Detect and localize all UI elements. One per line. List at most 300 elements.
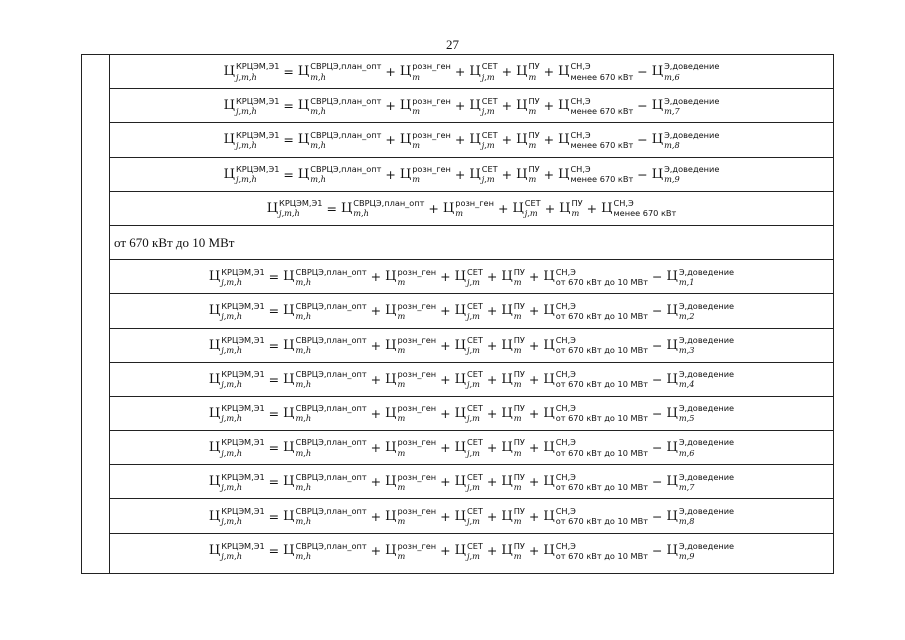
price-symbol bbox=[543, 336, 648, 354]
symbol-base: Ц bbox=[651, 132, 664, 148]
symbol-base: Ц bbox=[283, 543, 295, 559]
operator: + bbox=[428, 200, 439, 216]
symbol-base: Ц bbox=[208, 440, 221, 456]
symbol-base: Ц bbox=[454, 474, 466, 490]
formula bbox=[209, 336, 734, 354]
symbol-base: Ц bbox=[208, 508, 221, 524]
price-symbol bbox=[283, 336, 366, 354]
symbol-scripts bbox=[412, 62, 451, 80]
operator: + bbox=[370, 405, 382, 421]
symbol-subscript: j,m,h bbox=[221, 550, 243, 561]
symbol-subscript: j,m bbox=[481, 105, 495, 116]
symbol-superscript: СЕТ bbox=[481, 61, 498, 72]
symbol-scripts bbox=[295, 507, 366, 525]
formula bbox=[209, 302, 734, 320]
operator: = bbox=[268, 337, 280, 353]
symbol-superscript: КРЦЭМ,Э1 bbox=[235, 163, 280, 174]
symbol-scripts bbox=[679, 268, 734, 286]
operator: + bbox=[486, 337, 498, 353]
operator: − bbox=[652, 337, 663, 353]
symbol-subscript: m,h bbox=[295, 550, 312, 561]
symbol-scripts bbox=[467, 404, 483, 422]
operator: = bbox=[283, 98, 294, 114]
symbol-superscript: СВРЦЭ,план_опт bbox=[295, 266, 367, 277]
symbol-superscript: КРЦЭМ,Э1 bbox=[221, 334, 265, 345]
symbol-scripts bbox=[482, 97, 498, 115]
symbol-superscript: СН,Э bbox=[555, 300, 576, 311]
symbol-subscript: m,h bbox=[295, 516, 312, 527]
operator: + bbox=[370, 543, 382, 559]
symbol-base: Ц bbox=[543, 303, 555, 319]
symbol-subscript: m,7 bbox=[678, 481, 695, 492]
symbol-subscript: m,9 bbox=[678, 550, 695, 561]
symbol-base: Ц bbox=[543, 269, 555, 285]
symbol-subscript: m bbox=[528, 71, 537, 82]
symbol-subscript: j,m,h bbox=[221, 447, 243, 458]
symbol-subscript: j,m,h bbox=[221, 276, 243, 287]
symbol-scripts bbox=[528, 62, 539, 80]
price-symbol bbox=[601, 199, 676, 217]
left-margin-column bbox=[82, 55, 110, 573]
price-symbol bbox=[558, 131, 633, 149]
operator: − bbox=[652, 371, 663, 387]
operator: + bbox=[543, 166, 555, 182]
operator: + bbox=[528, 337, 540, 353]
price-symbol bbox=[341, 199, 424, 217]
symbol-superscript: СЕТ bbox=[466, 437, 483, 448]
symbol-base: Ц bbox=[512, 200, 524, 216]
symbol-superscript: СН,Э bbox=[570, 61, 591, 72]
symbol-superscript: ПУ bbox=[513, 505, 525, 516]
symbol-subscript: j,m,h bbox=[221, 310, 243, 321]
operator: + bbox=[440, 440, 451, 456]
symbol-superscript: КРЦЭМ,Э1 bbox=[221, 369, 265, 380]
symbol-superscript: Э,доведение bbox=[678, 403, 735, 414]
symbol-superscript: СН,Э bbox=[555, 437, 576, 448]
symbol-superscript: СН,Э bbox=[613, 198, 634, 209]
symbol-base: Ц bbox=[223, 132, 235, 148]
operator: = bbox=[283, 132, 294, 148]
price-symbol bbox=[385, 438, 436, 456]
operator: − bbox=[652, 269, 663, 285]
symbol-subscript: m bbox=[397, 481, 406, 492]
price-symbol bbox=[666, 438, 734, 456]
operator: − bbox=[652, 508, 663, 524]
formula bbox=[224, 131, 720, 149]
symbol-scripts bbox=[467, 473, 483, 491]
symbol-superscript: Э,доведение bbox=[678, 334, 735, 345]
symbol-base: Ц bbox=[283, 303, 295, 319]
symbol-superscript: СВРЦЭ,план_опт bbox=[295, 437, 367, 448]
symbol-subscript: m,7 bbox=[664, 105, 680, 116]
symbol-scripts bbox=[482, 62, 498, 80]
symbol-superscript: Э,доведение bbox=[678, 369, 735, 380]
symbol-base: Ц bbox=[558, 64, 570, 80]
symbol-scripts bbox=[467, 336, 483, 354]
symbol-scripts bbox=[412, 131, 451, 149]
formula-row bbox=[110, 123, 833, 157]
symbol-scripts bbox=[514, 404, 525, 422]
operator: + bbox=[440, 508, 451, 524]
symbol-scripts bbox=[679, 507, 734, 525]
symbol-scripts bbox=[514, 268, 525, 286]
price-symbol bbox=[469, 62, 497, 80]
symbol-superscript: СЕТ bbox=[466, 540, 483, 551]
price-symbol bbox=[385, 542, 436, 560]
symbol-base: Ц bbox=[543, 371, 555, 387]
symbol-scripts bbox=[221, 268, 264, 286]
operator: + bbox=[486, 508, 498, 524]
formula bbox=[209, 404, 734, 422]
price-symbol bbox=[224, 165, 280, 183]
symbol-superscript: ПУ bbox=[513, 403, 525, 414]
symbol-subscript: j,m bbox=[481, 139, 495, 150]
symbol-scripts bbox=[467, 507, 483, 525]
page-number: 27 bbox=[446, 37, 459, 52]
price-symbol bbox=[209, 507, 265, 525]
price-symbol bbox=[283, 404, 366, 422]
symbol-subscript: от 670 кВт до 10 МВт bbox=[555, 550, 648, 561]
symbol-superscript: ПУ bbox=[528, 129, 540, 140]
price-symbol bbox=[283, 302, 366, 320]
formula-row bbox=[110, 465, 833, 499]
symbol-scripts bbox=[570, 62, 633, 80]
symbol-base: Ц bbox=[651, 166, 664, 182]
price-symbol bbox=[469, 97, 497, 115]
operator: = bbox=[268, 269, 280, 285]
price-symbol bbox=[516, 131, 540, 149]
symbol-scripts bbox=[556, 336, 648, 354]
formula bbox=[209, 542, 734, 560]
symbol-superscript: ПУ bbox=[513, 334, 525, 345]
symbol-base: Ц bbox=[454, 543, 466, 559]
operator: = bbox=[268, 440, 280, 456]
symbol-base: Ц bbox=[385, 337, 397, 353]
symbol-base: Ц bbox=[399, 98, 412, 114]
symbol-superscript: СВРЦЭ,план_опт bbox=[295, 505, 367, 516]
formula-rows bbox=[110, 55, 833, 568]
symbol-superscript: розн_ген bbox=[412, 95, 451, 106]
price-symbol bbox=[543, 370, 648, 388]
symbol-scripts bbox=[397, 370, 436, 388]
symbol-scripts bbox=[295, 302, 366, 320]
operator: + bbox=[454, 132, 466, 148]
symbol-base: Ц bbox=[454, 371, 466, 387]
operator: + bbox=[497, 200, 509, 216]
symbol-superscript: Э,доведение bbox=[678, 471, 735, 482]
price-symbol bbox=[209, 542, 265, 560]
section-heading: от 670 кВт до 10 МВт bbox=[110, 226, 833, 260]
price-symbol bbox=[209, 268, 265, 286]
symbol-scripts bbox=[679, 542, 734, 560]
symbol-subscript: m,6 bbox=[664, 71, 680, 82]
symbol-subscript: от 670 кВт до 10 МВт bbox=[555, 516, 648, 527]
symbol-base: Ц bbox=[666, 269, 678, 285]
operator: + bbox=[543, 64, 555, 80]
symbol-base: Ц bbox=[501, 405, 513, 421]
symbol-superscript: СН,Э bbox=[555, 403, 576, 414]
price-symbol bbox=[516, 97, 540, 115]
symbol-superscript: Э,доведение bbox=[678, 437, 735, 448]
price-symbol bbox=[455, 404, 483, 422]
symbol-subscript: менее 670 кВт bbox=[570, 174, 634, 185]
operator: = bbox=[268, 508, 280, 524]
symbol-superscript: СН,Э bbox=[555, 505, 576, 516]
symbol-subscript: m,4 bbox=[678, 379, 695, 390]
operator: + bbox=[440, 303, 451, 319]
operator: + bbox=[586, 200, 598, 216]
symbol-subscript: j,m,h bbox=[221, 516, 243, 527]
symbol-base: Ц bbox=[543, 474, 555, 490]
symbol-scripts bbox=[679, 336, 734, 354]
operator: − bbox=[637, 98, 648, 114]
price-symbol bbox=[652, 97, 720, 115]
operator: + bbox=[528, 508, 540, 524]
symbol-subscript: j,m bbox=[466, 516, 480, 527]
symbol-base: Ц bbox=[454, 440, 466, 456]
symbol-base: Ц bbox=[208, 371, 221, 387]
symbol-superscript: КРЦЭМ,Э1 bbox=[221, 437, 265, 448]
symbol-superscript: СВРЦЭ,план_опт bbox=[295, 334, 367, 345]
symbol-subscript: от 670 кВт до 10 МВт bbox=[555, 276, 648, 287]
symbol-base: Ц bbox=[385, 440, 397, 456]
symbol-subscript: j,m,h bbox=[221, 413, 243, 424]
price-symbol bbox=[543, 473, 648, 491]
symbol-superscript: ПУ bbox=[513, 266, 525, 277]
symbol-base: Ц bbox=[469, 166, 481, 182]
symbol-scripts bbox=[310, 97, 381, 115]
symbol-scripts bbox=[664, 131, 719, 149]
symbol-subscript: менее 670 кВт bbox=[570, 139, 634, 150]
symbol-base: Ц bbox=[297, 132, 310, 148]
symbol-subscript: j,m bbox=[466, 413, 480, 424]
price-symbol bbox=[501, 268, 525, 286]
symbol-superscript: КРЦЭМ,Э1 bbox=[221, 266, 265, 277]
symbol-superscript: СВРЦЭ,план_опт bbox=[295, 540, 367, 551]
symbol-scripts bbox=[412, 165, 451, 183]
symbol-superscript: СН,Э bbox=[555, 540, 576, 551]
operator: + bbox=[543, 98, 555, 114]
price-symbol bbox=[455, 302, 483, 320]
operator: + bbox=[440, 405, 451, 421]
symbol-subscript: m bbox=[528, 105, 537, 116]
operator: + bbox=[543, 132, 555, 148]
symbol-superscript: КРЦЭМ,Э1 bbox=[221, 540, 265, 551]
formula-row bbox=[110, 55, 833, 89]
symbol-superscript: Э,доведение bbox=[678, 540, 735, 551]
symbol-subscript: j,m bbox=[466, 276, 480, 287]
symbol-subscript: m,1 bbox=[678, 276, 695, 287]
symbol-base: Ц bbox=[208, 337, 221, 353]
operator: + bbox=[528, 440, 540, 456]
symbol-base: Ц bbox=[666, 337, 678, 353]
symbol-superscript: розн_ген bbox=[455, 198, 494, 209]
price-symbol bbox=[267, 199, 323, 217]
symbol-scripts bbox=[295, 404, 366, 422]
symbol-subscript: m,h bbox=[295, 310, 312, 321]
symbol-subscript: m bbox=[513, 413, 522, 424]
symbol-subscript: m,6 bbox=[678, 447, 695, 458]
symbol-scripts bbox=[556, 438, 648, 456]
operator: + bbox=[370, 303, 382, 319]
symbol-subscript: m bbox=[397, 310, 406, 321]
price-symbol bbox=[224, 131, 280, 149]
symbol-superscript: СЕТ bbox=[524, 198, 541, 209]
symbol-subscript: m,8 bbox=[664, 139, 680, 150]
symbol-base: Ц bbox=[283, 474, 295, 490]
symbol-scripts bbox=[482, 131, 498, 149]
price-symbol bbox=[298, 165, 381, 183]
symbol-subscript: m bbox=[397, 413, 406, 424]
symbol-scripts bbox=[310, 165, 381, 183]
symbol-base: Ц bbox=[501, 303, 513, 319]
symbol-subscript: m bbox=[397, 550, 406, 561]
price-symbol bbox=[516, 165, 540, 183]
price-symbol bbox=[543, 268, 648, 286]
symbol-scripts bbox=[295, 542, 366, 560]
symbol-base: Ц bbox=[558, 132, 570, 148]
symbol-scripts bbox=[221, 404, 264, 422]
price-symbol bbox=[385, 268, 436, 286]
price-symbol bbox=[501, 404, 525, 422]
symbol-base: Ц bbox=[208, 405, 221, 421]
symbol-base: Ц bbox=[297, 64, 310, 80]
operator: − bbox=[637, 166, 648, 182]
symbol-scripts bbox=[679, 404, 734, 422]
price-symbol bbox=[666, 370, 734, 388]
symbol-base: Ц bbox=[516, 64, 528, 80]
symbol-subscript: m,h bbox=[295, 447, 312, 458]
symbol-scripts bbox=[412, 97, 451, 115]
symbol-base: Ц bbox=[469, 64, 481, 80]
price-symbol bbox=[501, 473, 525, 491]
symbol-scripts bbox=[221, 438, 264, 456]
formula-row bbox=[110, 499, 833, 533]
operator: + bbox=[440, 371, 451, 387]
formula bbox=[224, 165, 720, 183]
operator: = bbox=[268, 371, 280, 387]
symbol-subscript: m bbox=[513, 310, 522, 321]
symbol-base: Ц bbox=[223, 166, 235, 182]
symbol-base: Ц bbox=[601, 200, 613, 216]
formula-row bbox=[110, 192, 833, 226]
price-symbol bbox=[558, 62, 633, 80]
symbol-scripts bbox=[353, 199, 424, 217]
symbol-scripts bbox=[514, 370, 525, 388]
operator: + bbox=[440, 543, 451, 559]
price-symbol bbox=[501, 438, 525, 456]
symbol-superscript: ПУ bbox=[513, 437, 525, 448]
symbol-base: Ц bbox=[297, 98, 310, 114]
symbol-base: Ц bbox=[385, 405, 397, 421]
symbol-subscript: m,h bbox=[295, 379, 312, 390]
price-symbol bbox=[400, 62, 451, 80]
symbol-subscript: m,9 bbox=[664, 174, 680, 185]
symbol-scripts bbox=[397, 473, 436, 491]
symbol-scripts bbox=[514, 336, 525, 354]
symbol-subscript: j,m bbox=[481, 71, 495, 82]
symbol-subscript: менее 670 кВт bbox=[570, 105, 634, 116]
price-symbol bbox=[209, 370, 265, 388]
symbol-superscript: СН,Э bbox=[570, 95, 591, 106]
price-symbol bbox=[400, 131, 451, 149]
symbol-scripts bbox=[679, 302, 734, 320]
symbol-base: Ц bbox=[469, 98, 481, 114]
price-symbol bbox=[283, 370, 366, 388]
symbol-base: Ц bbox=[385, 474, 397, 490]
price-symbol bbox=[283, 268, 366, 286]
symbol-superscript: СВРЦЭ,план_опт bbox=[353, 198, 425, 209]
symbol-superscript: КРЦЭМ,Э1 bbox=[235, 61, 280, 72]
symbol-subscript: m,2 bbox=[678, 310, 695, 321]
operator: − bbox=[652, 303, 663, 319]
symbol-subscript: j,m,h bbox=[221, 481, 243, 492]
symbol-superscript: СЕТ bbox=[466, 403, 483, 414]
symbol-scripts bbox=[679, 370, 734, 388]
price-symbol bbox=[455, 473, 483, 491]
operator: + bbox=[486, 543, 498, 559]
symbol-scripts bbox=[664, 97, 719, 115]
price-symbol bbox=[469, 165, 497, 183]
symbol-base: Ц bbox=[266, 200, 279, 216]
operator: = bbox=[283, 166, 294, 182]
price-symbol bbox=[652, 62, 720, 80]
symbol-base: Ц bbox=[516, 98, 528, 114]
symbol-superscript: ПУ bbox=[513, 369, 525, 380]
symbol-base: Ц bbox=[543, 508, 555, 524]
symbol-subscript: j,m bbox=[466, 310, 480, 321]
price-symbol bbox=[400, 165, 451, 183]
symbol-superscript: ПУ bbox=[513, 540, 525, 551]
symbol-subscript: m,5 bbox=[678, 413, 695, 424]
symbol-scripts bbox=[467, 302, 483, 320]
symbol-scripts bbox=[221, 370, 264, 388]
symbol-base: Ц bbox=[543, 440, 555, 456]
symbol-superscript: СЕТ bbox=[466, 505, 483, 516]
price-symbol bbox=[283, 507, 366, 525]
symbol-base: Ц bbox=[558, 98, 570, 114]
symbol-superscript: ПУ bbox=[528, 95, 540, 106]
price-symbol bbox=[455, 336, 483, 354]
operator: + bbox=[486, 303, 498, 319]
symbol-subscript: j,m bbox=[481, 174, 495, 185]
price-symbol bbox=[385, 404, 436, 422]
symbol-scripts bbox=[295, 473, 366, 491]
symbol-base: Ц bbox=[651, 64, 664, 80]
symbol-base: Ц bbox=[501, 440, 513, 456]
symbol-subscript: m bbox=[571, 208, 580, 219]
symbol-scripts bbox=[514, 438, 525, 456]
price-symbol bbox=[385, 473, 436, 491]
symbol-base: Ц bbox=[208, 269, 221, 285]
symbol-base: Ц bbox=[454, 269, 466, 285]
symbol-superscript: СЕТ bbox=[481, 129, 498, 140]
symbol-base: Ц bbox=[208, 543, 221, 559]
price-symbol bbox=[543, 302, 648, 320]
operator: = bbox=[326, 200, 337, 216]
symbol-subscript: от 670 кВт до 10 МВт bbox=[555, 413, 648, 424]
symbol-superscript: КРЦЭМ,Э1 bbox=[235, 95, 280, 106]
symbol-subscript: от 670 кВт до 10 МВт bbox=[555, 345, 648, 356]
price-symbol bbox=[385, 336, 436, 354]
symbol-superscript: СН,Э bbox=[570, 163, 591, 174]
symbol-scripts bbox=[528, 165, 539, 183]
symbol-base: Ц bbox=[651, 98, 664, 114]
operator: − bbox=[637, 64, 648, 80]
symbol-subscript: m bbox=[397, 276, 406, 287]
symbol-base: Ц bbox=[399, 166, 412, 182]
operator: + bbox=[440, 269, 451, 285]
